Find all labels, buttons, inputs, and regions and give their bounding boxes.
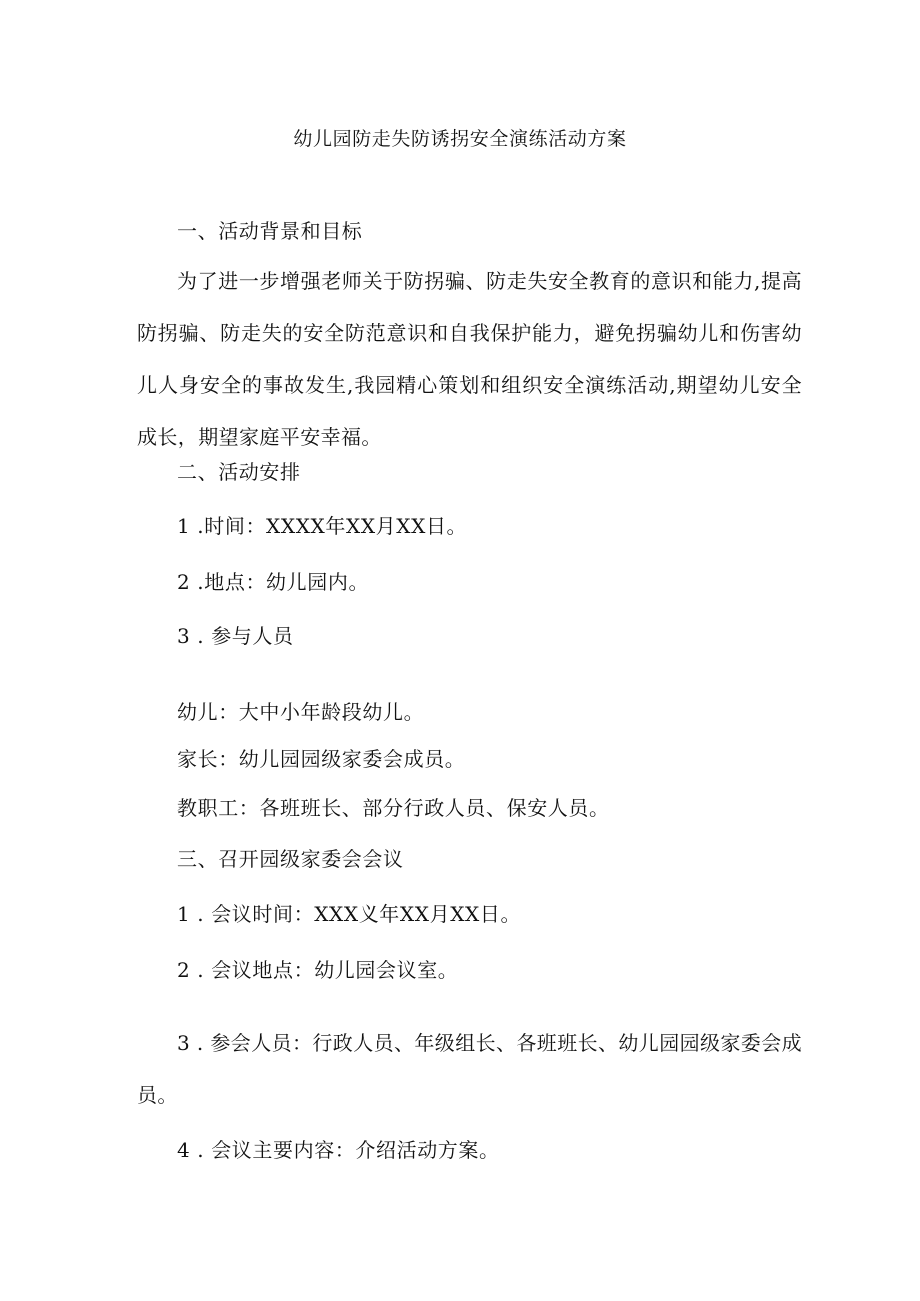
arrangement-time: 1 .时间：XXXX年XX月XX日。 (177, 514, 468, 538)
section-heading-arrangement: 二、活动安排 (177, 460, 301, 484)
meeting-time: 1 . 会议时间：XXX义年XX月XX日。 (177, 902, 522, 926)
participants-children: 幼儿：大中小年龄段幼儿。 (177, 700, 425, 724)
section-heading-meeting: 三、召开园级家委会会议 (177, 847, 404, 871)
participants-parents: 家长：幼儿园园级家委会成员。 (177, 747, 466, 771)
participants-staff: 教职工：各班班长、部分行政人员、保安人员。 (177, 796, 610, 820)
section-heading-background: 一、活动背景和目标 (177, 219, 363, 243)
meeting-attendees: 3 . 参会人员：行政人员、年级组长、各班班长、幼儿园园级家委会成员。 (137, 1031, 802, 1107)
document-title: 幼儿园防走失防诱拐安全演练活动方案 (293, 128, 627, 150)
meeting-content: 4 . 会议主要内容：介绍活动方案。 (177, 1138, 500, 1162)
background-paragraph: 为了进一步增强老师关于防拐骗、防走失安全教育的意识和能力,提高防拐骗、防走失的安全防范意识和自我保护能力，避免拐骗幼儿和伤害幼儿人身安全的事故发生,我园精心策划和组织安全演练活动,期望幼儿安全成长，期望家庭平安幸福。 (137, 269, 802, 449)
arrangement-participants: 3 . 参与人员 (177, 624, 294, 648)
meeting-place: 2 . 会议地点：幼儿园会议室。 (177, 958, 459, 982)
arrangement-place: 2 .地点：幼儿园内。 (177, 570, 370, 594)
